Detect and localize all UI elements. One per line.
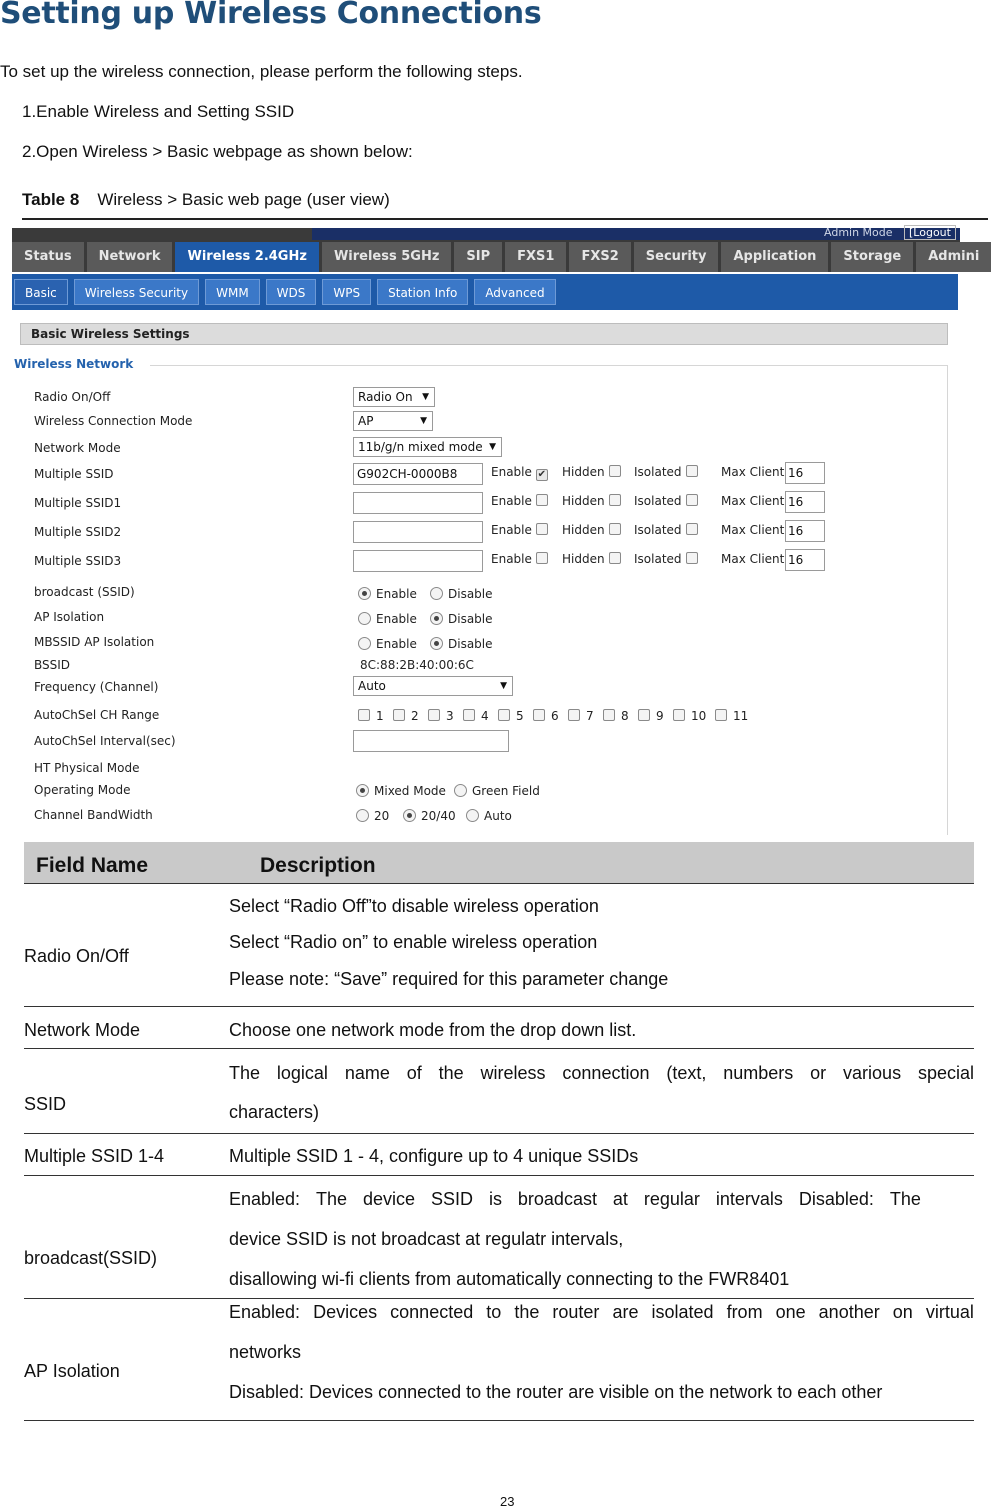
ssid-enable-label: Enable (491, 552, 532, 566)
desc-word: Disabled: (798, 1189, 874, 1209)
ssid3-enable-checkbox[interactable] (491, 552, 548, 566)
chevron-down-icon: ▼ (500, 681, 507, 691)
checkbox-icon (536, 552, 548, 564)
max-client-label: Max Client (721, 494, 785, 508)
label-multiple-ssid: Multiple SSID (34, 467, 114, 481)
label-multiple-ssid1: Multiple SSID1 (34, 496, 122, 510)
checkbox-icon (428, 709, 440, 721)
checkbox-icon (715, 709, 727, 721)
desc-word: at (612, 1189, 628, 1209)
desc-word: to (486, 1302, 502, 1322)
row-desc-ap-isolation-3: Disabled: Devices connected to the router are visible on the network to each other (229, 1382, 883, 1402)
desc-word: (text, (666, 1063, 707, 1083)
page-number: 23 (500, 1494, 515, 1509)
broadcast-enable-label: Enable (376, 587, 417, 601)
desc-word: The (889, 1189, 921, 1209)
tab-status[interactable]: Status (12, 242, 84, 272)
row-desc-multiple-ssid: Multiple SSID 1 - 4, configure up to 4 unique SSIDs (229, 1146, 639, 1166)
row-desc-ap-isolation-2: networks (229, 1342, 302, 1362)
channel-label: 4 (481, 709, 489, 723)
ssid0-enable-checkbox[interactable] (491, 465, 548, 481)
label-bssid: BSSID (34, 658, 71, 672)
ssid1-enable-checkbox[interactable] (491, 494, 548, 508)
channel-9-checkbox[interactable] (638, 709, 664, 723)
ssid-isolated-label: Isolated (634, 552, 682, 566)
channel-2-checkbox[interactable] (393, 709, 419, 723)
desc-word: wireless (480, 1063, 546, 1083)
label-network-mode: Network Mode (34, 441, 121, 455)
desc-word: isolated (651, 1302, 714, 1322)
label-multiple-ssid3: Multiple SSID3 (34, 554, 122, 568)
frequency-select[interactable] (353, 676, 513, 696)
row-desc-ssid-1 (229, 1063, 974, 1084)
ssid-enable-label: Enable (491, 494, 532, 508)
frequency-value: Auto (358, 679, 386, 693)
connection-mode-select[interactable] (353, 411, 433, 431)
mbssid-disable-label: Disable (448, 637, 493, 651)
checkbox-icon (686, 494, 698, 506)
row-desc-radio-3: Please note: “Save” required for this parameter change (229, 969, 669, 989)
desc-word: or (810, 1063, 827, 1083)
channel-3-checkbox[interactable] (428, 709, 454, 723)
channel-label: 1 (376, 709, 384, 723)
radio-off-icon (358, 612, 371, 625)
ssid-hidden-label: Hidden (562, 465, 605, 479)
channel-label: 2 (411, 709, 419, 723)
channel-label: 8 (621, 709, 629, 723)
top-nav-bar (12, 226, 980, 272)
broadcast-enable[interactable] (358, 587, 417, 601)
mbssid-enable[interactable] (358, 637, 417, 651)
checkbox-icon (609, 465, 621, 477)
desc-word: logical (276, 1063, 328, 1083)
ap-isolation-enable-label: Enable (376, 612, 417, 626)
label-autoch-range: AutoChSel CH Range (34, 708, 160, 722)
desc-word: of (406, 1063, 422, 1083)
bssid-value: 8C:88:2B:40:00:6C (360, 658, 474, 672)
tab-network[interactable]: Network (87, 242, 173, 272)
logout-link[interactable]: [Logout (904, 225, 956, 240)
ssid2-isolated-checkbox[interactable] (634, 523, 698, 537)
bandwidth-auto[interactable] (466, 809, 512, 823)
desc-word: Enabled: (229, 1302, 301, 1322)
ssid3-input[interactable] (353, 550, 483, 572)
row-divider (24, 1048, 974, 1049)
ssid2-enable-checkbox[interactable] (491, 523, 548, 537)
checkbox-icon (463, 709, 475, 721)
admin-mode-label: Admin Mode (824, 226, 893, 239)
row-name-ap-isolation: AP Isolation (24, 1361, 120, 1381)
main-tabs (12, 242, 980, 272)
row-name-broadcast: broadcast(SSID) (24, 1248, 158, 1268)
ssid0-isolated-checkbox[interactable] (634, 465, 698, 479)
bandwidth-auto-label: Auto (484, 809, 512, 823)
label-multiple-ssid2: Multiple SSID2 (34, 525, 122, 539)
chevron-down-icon: ▼ (422, 392, 429, 402)
channel-label: 9 (656, 709, 664, 723)
desc-word: are (612, 1302, 639, 1322)
tab-sip[interactable]: SIP (454, 242, 502, 272)
channel-label: 6 (551, 709, 559, 723)
table-label: Table 8 (22, 190, 80, 209)
step-2: 2.Open Wireless > Basic webpage as shown below: (22, 142, 413, 161)
checkbox-icon (638, 709, 650, 721)
desc-word: router (552, 1302, 600, 1322)
label-conn-mode: Wireless Connection Mode (34, 414, 193, 428)
tab-application[interactable]: Application (721, 242, 828, 272)
ap-isolation-disable[interactable] (430, 612, 493, 626)
row-name-radio: Radio On/Off (24, 946, 129, 966)
ssid-enable-label: Enable (491, 523, 532, 537)
label-bandwidth: Channel BandWidth (34, 808, 153, 822)
mbssid-enable-label: Enable (376, 637, 417, 651)
radio-off-icon (454, 784, 467, 797)
op-mode-green-label: Green Field (472, 784, 540, 798)
connection-mode-value: AP (358, 414, 374, 428)
subtab-wds[interactable]: WDS (266, 279, 317, 305)
bandwidth-20-40[interactable] (403, 809, 456, 823)
header-description: Description (260, 854, 376, 877)
channel-10-checkbox[interactable] (673, 709, 706, 723)
checkbox-icon (609, 494, 621, 506)
ssid3-isolated-checkbox[interactable] (634, 552, 698, 566)
channel-label: 11 (733, 709, 749, 723)
checkbox-icon (686, 552, 698, 564)
row-desc-ssid-2: characters) (229, 1102, 320, 1122)
radio-on-icon (403, 809, 416, 822)
tab-wireless-5ghz[interactable]: Wireless 5GHz (322, 242, 451, 272)
desc-word: another (818, 1302, 880, 1322)
label-radio: Radio On/Off (34, 390, 111, 404)
step-1: 1.Enable Wireless and Setting SSID (22, 102, 295, 121)
desc-word: intervals (715, 1189, 783, 1209)
section-header: Basic Wireless Settings (20, 323, 948, 345)
row-name-multiple-ssid: Multiple SSID 1-4 (24, 1146, 165, 1166)
label-frequency: Frequency (Channel) (34, 680, 159, 694)
desc-word: numbers (723, 1063, 794, 1083)
row-divider (24, 1175, 974, 1176)
field-table-header (24, 842, 974, 884)
max-client-input[interactable]: 16 (785, 491, 825, 513)
subtab-advanced[interactable]: Advanced (474, 279, 555, 305)
desc-word: SSID (430, 1189, 473, 1209)
channel-8-checkbox[interactable] (603, 709, 629, 723)
checkbox-icon (568, 709, 580, 721)
bandwidth-20-40-label: 20/40 (421, 809, 456, 823)
autoch-interval-input[interactable] (353, 730, 509, 752)
row-divider (24, 1420, 974, 1421)
desc-word: from (726, 1302, 763, 1322)
desc-word: name (344, 1063, 390, 1083)
caption-rule (22, 218, 988, 220)
channel-5-checkbox[interactable] (498, 709, 524, 723)
subtab-basic[interactable]: Basic (14, 279, 68, 305)
mbssid-disable[interactable] (430, 637, 493, 651)
label-ap-isolation: AP Isolation (34, 610, 105, 624)
ssid-hidden-label: Hidden (562, 552, 605, 566)
row-divider (24, 1006, 974, 1007)
checkbox-icon (686, 523, 698, 535)
label-broadcast: broadcast (SSID) (34, 585, 135, 599)
radio-select-value: Radio On (358, 390, 413, 404)
desc-word: device (363, 1189, 416, 1209)
radio-on-icon (358, 587, 371, 600)
tab-storage[interactable]: Storage (831, 242, 913, 272)
desc-word: the (514, 1302, 540, 1322)
channel-6-checkbox[interactable] (533, 709, 559, 723)
channel-label: 7 (586, 709, 594, 723)
desc-word: Devices (313, 1302, 378, 1322)
desc-word: one (775, 1302, 806, 1322)
desc-word: the (438, 1063, 464, 1083)
desc-word: The (316, 1189, 348, 1209)
channel-1-checkbox[interactable] (358, 709, 384, 723)
subtab-wps[interactable]: WPS (322, 279, 371, 305)
desc-word: virtual (925, 1302, 974, 1322)
row-desc-broadcast-1 (229, 1189, 921, 1210)
max-client-label: Max Client (721, 523, 785, 537)
max-client-label: Max Client (721, 465, 785, 479)
bandwidth-20-label: 20 (374, 809, 390, 823)
ssid2-hidden-checkbox[interactable] (562, 523, 621, 537)
ssid-enable-label: Enable (491, 465, 532, 479)
max-client-label: Max Client (721, 552, 785, 566)
checkbox-icon (358, 709, 370, 721)
row-divider (24, 1298, 974, 1299)
channel-label: 3 (446, 709, 454, 723)
subtab-wireless-security[interactable]: Wireless Security (74, 279, 199, 305)
ssid1-input[interactable] (353, 492, 483, 514)
bandwidth-20[interactable] (356, 809, 389, 823)
row-name-ssid: SSID (24, 1094, 67, 1114)
table-title: Wireless > Basic web page (user view) (97, 190, 390, 209)
ssid-input[interactable]: G902CH-0000B8 (353, 463, 483, 485)
sub-nav-bar (12, 274, 958, 310)
checkbox-icon (533, 709, 545, 721)
checkbox-icon (686, 465, 698, 477)
document-title: Setting up Wireless Connections (0, 0, 542, 31)
checkbox-icon (609, 552, 621, 564)
radio-select[interactable] (353, 387, 435, 407)
ap-isolation-disable-label: Disable (448, 612, 493, 626)
desc-word: on (892, 1302, 913, 1322)
ssid3-hidden-checkbox[interactable] (562, 552, 621, 566)
radio-on-icon (430, 612, 443, 625)
checkbox-checked-icon: ✔ (537, 469, 547, 480)
tab-fxs2[interactable]: FXS2 (569, 242, 630, 272)
desc-word: connection (562, 1063, 650, 1083)
channel-label: 5 (516, 709, 524, 723)
label-operating-mode: Operating Mode (34, 783, 131, 797)
checkbox-icon (498, 709, 510, 721)
desc-word: special (917, 1063, 974, 1083)
broadcast-disable[interactable] (430, 587, 493, 601)
chevron-down-icon: ▼ (489, 442, 496, 452)
max-client-input[interactable]: 16 (785, 462, 825, 484)
checkbox-icon (603, 709, 615, 721)
ssid-hidden-label: Hidden (562, 523, 605, 537)
max-client-input[interactable]: 16 (785, 520, 825, 542)
row-desc-ap-isolation-1 (229, 1302, 974, 1323)
radio-off-icon (466, 809, 479, 822)
label-ht-mode: HT Physical Mode (34, 761, 140, 775)
desc-word: connected (390, 1302, 474, 1322)
network-mode-select[interactable] (353, 437, 502, 457)
subtab-station-info[interactable]: Station Info (377, 279, 468, 305)
intro-text: To set up the wireless connection, please perform the following steps. (0, 62, 523, 81)
max-client-input[interactable]: 16 (785, 549, 825, 571)
row-desc-network-mode: Choose one network mode from the drop down list. (229, 1020, 637, 1040)
router-screenshot (12, 226, 980, 828)
ssid1-isolated-checkbox[interactable] (634, 494, 698, 508)
op-mode-mixed-label: Mixed Mode (374, 784, 446, 798)
op-mode-green[interactable] (454, 784, 540, 798)
radio-on-icon (430, 637, 443, 650)
label-mbssid: MBSSID AP Isolation (34, 635, 155, 649)
channel-4-checkbox[interactable] (463, 709, 489, 723)
checkbox-icon (609, 523, 621, 535)
ssid-isolated-label: Isolated (634, 465, 682, 479)
op-mode-mixed[interactable] (356, 784, 446, 798)
subtab-wmm[interactable]: WMM (205, 279, 260, 305)
radio-on-icon (356, 784, 369, 797)
group-title: Wireless Network (14, 357, 134, 371)
row-divider (24, 1133, 974, 1134)
header-field-name: Field Name (36, 854, 149, 877)
ssid1-hidden-checkbox[interactable] (562, 494, 621, 508)
desc-word: The (229, 1063, 261, 1083)
ssid-isolated-label: Isolated (634, 494, 682, 508)
channel-label: 10 (691, 709, 707, 723)
ssid-hidden-label: Hidden (562, 494, 605, 508)
radio-off-icon (358, 637, 371, 650)
row-desc-broadcast-3: disallowing wi-fi clients from automatically connecting to the FWR8401 (229, 1269, 790, 1289)
checkbox-icon (536, 494, 548, 506)
row-name-network-mode: Network Mode (24, 1020, 141, 1040)
tab-admini[interactable]: Admini (916, 242, 991, 272)
channel-11-checkbox[interactable] (715, 709, 748, 723)
tab-security[interactable]: Security (634, 242, 719, 272)
sub-tabs (14, 279, 562, 305)
ssid0-hidden-checkbox[interactable] (562, 465, 621, 479)
ap-isolation-enable[interactable] (358, 612, 417, 626)
label-autoch-interval: AutoChSel Interval(sec) (34, 734, 176, 748)
tab-wireless-2-4ghz[interactable]: Wireless 2.4GHz (175, 242, 318, 272)
row-desc-broadcast-2: device SSID is not broadcast at regulatr intervals, (229, 1229, 624, 1249)
desc-word: is (488, 1189, 502, 1209)
ssid2-input[interactable] (353, 521, 483, 543)
broadcast-disable-label: Disable (448, 587, 493, 601)
desc-word: regular (643, 1189, 700, 1209)
tab-fxs1[interactable]: FXS1 (505, 242, 566, 272)
ssid-isolated-label: Isolated (634, 523, 682, 537)
table-caption (22, 190, 390, 210)
chevron-down-icon: ▼ (420, 416, 427, 426)
row-desc-radio-1: Select “Radio Off”to disable wireless operation (229, 896, 599, 916)
checkbox-icon (536, 523, 548, 535)
desc-word: Enabled: (229, 1189, 301, 1209)
network-mode-value: 11b/g/n mixed mode (358, 440, 483, 454)
radio-off-icon (356, 809, 369, 822)
row-desc-radio-2: Select “Radio on” to enable wireless operation (229, 932, 598, 952)
desc-word: broadcast (517, 1189, 597, 1209)
checkbox-icon (673, 709, 685, 721)
channel-7-checkbox[interactable] (568, 709, 594, 723)
radio-off-icon (430, 587, 443, 600)
checkbox-icon (393, 709, 405, 721)
desc-word: various (843, 1063, 902, 1083)
